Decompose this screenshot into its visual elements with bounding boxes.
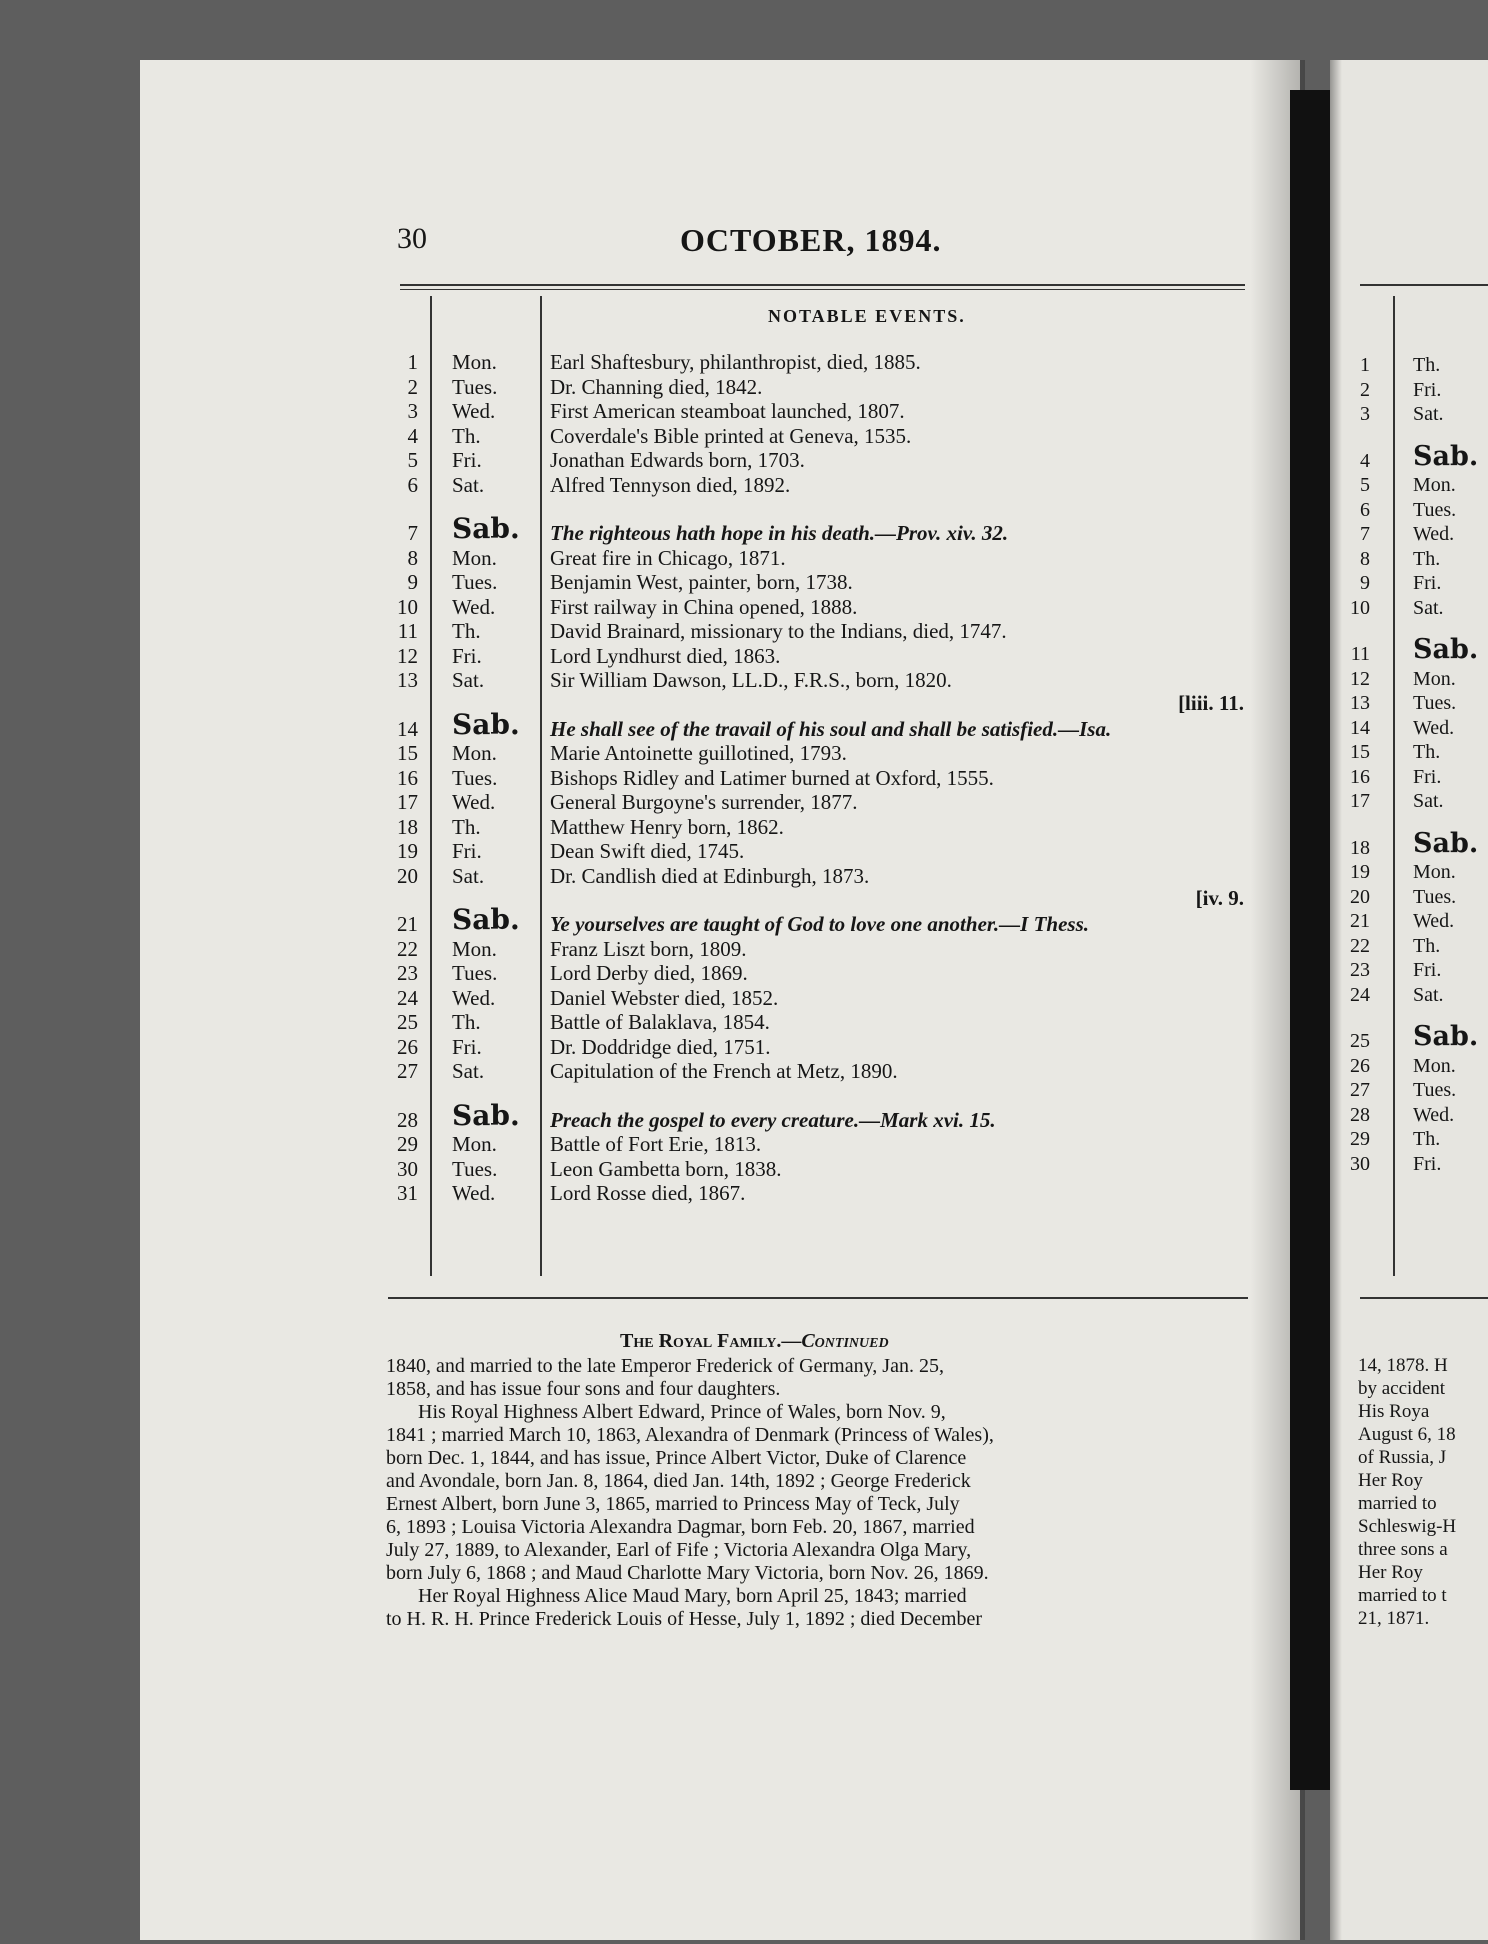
facing-weekday: Mon. <box>1413 861 1456 883</box>
facing-weekday: Fri. <box>1413 1152 1442 1175</box>
event-description: The righteous hath hope in his death.—Prov. xiv. 32. <box>550 521 1009 545</box>
facing-weekday: Mon. <box>1413 474 1456 496</box>
event-description: Battle of Fort Erie, 1813. <box>550 1132 762 1156</box>
facing-date: 9 <box>1360 572 1370 594</box>
event-date: 7 <box>407 521 418 545</box>
event-date: 29 <box>397 1132 418 1156</box>
event-row <box>0 766 1488 790</box>
event-row <box>0 546 1488 570</box>
royal-family-line: 6, 1893 ; Louisa Victoria Alexandra Dagmar, born Feb. 20, 1867, married <box>386 1516 975 1538</box>
header-rule <box>400 284 1245 286</box>
facing-date: 6 <box>1360 498 1370 521</box>
event-row <box>0 961 1488 985</box>
event-row <box>0 644 1488 668</box>
event-date: 8 <box>407 545 418 570</box>
event-row <box>0 570 1488 594</box>
event-row <box>0 424 1488 448</box>
event-weekday: Sat. <box>452 863 485 888</box>
facing-text-line: Her Roy <box>1358 1470 1423 1491</box>
event-weekday: Sab. <box>452 707 520 741</box>
facing-weekday: Th. <box>1413 741 1441 763</box>
event-date: 4 <box>407 423 418 448</box>
event-date: 30 <box>397 1156 418 1181</box>
facing-date: 19 <box>1350 861 1370 883</box>
facing-date: 16 <box>1350 765 1370 788</box>
facing-text-line: 14, 1878. H <box>1358 1355 1448 1376</box>
royal-family-line: 1858, and has issue four sons and four daughters. <box>386 1378 781 1400</box>
event-description: Earl Shaftesbury, philanthropist, died, 1885. <box>550 350 921 374</box>
event-row <box>0 619 1488 643</box>
event-description: Dr. Doddridge died, 1751. <box>550 1034 771 1059</box>
event-description: Lord Rosse died, 1867. <box>550 1181 746 1205</box>
verse-reference <box>0 691 1488 715</box>
event-weekday: Mon. <box>452 545 497 570</box>
facing-date: 26 <box>1350 1054 1370 1077</box>
facing-text-line: three sons a <box>1358 1539 1448 1560</box>
royal-family-line: July 27, 1889, to Alexander, Earl of Fife ; Victoria Alexandra Olga Mary, <box>386 1539 972 1561</box>
event-date: 17 <box>397 790 418 814</box>
event-weekday: Sab. <box>452 903 520 936</box>
facing-date: 1 <box>1360 354 1370 376</box>
facing-date: 27 <box>1350 1079 1370 1101</box>
event-weekday: Mon. <box>452 936 497 961</box>
event-description: Lord Lyndhurst died, 1863. <box>550 643 781 668</box>
event-description: Marie Antoinette guillotined, 1793. <box>550 741 847 765</box>
event-row <box>0 707 1488 741</box>
event-weekday: Sat. <box>452 472 485 497</box>
facing-text-line: 21, 1871. <box>1358 1608 1430 1629</box>
royal-family-line: to H. R. H. Prince Frederick Louis of Hesse, July 1, 1892 ; died December <box>386 1608 982 1630</box>
facing-date: 23 <box>1350 959 1370 981</box>
facing-text-line: August 6, 18 <box>1358 1424 1456 1445</box>
facing-weekday: Fri. <box>1413 378 1442 401</box>
event-date: 24 <box>397 985 418 1010</box>
event-weekday: Mon. <box>452 1132 497 1156</box>
event-row <box>0 903 1488 936</box>
event-weekday: Tues. <box>452 961 498 985</box>
event-description: Coverdale's Bible printed at Geneva, 1535. <box>550 423 912 448</box>
event-description: Daniel Webster died, 1852. <box>550 985 779 1010</box>
facing-column-divider <box>1393 296 1395 1276</box>
facing-date: 2 <box>1360 378 1370 401</box>
facing-weekday: Tues. <box>1413 1079 1457 1101</box>
event-date: 31 <box>397 1181 418 1205</box>
event-description: First railway in China opened, 1888. <box>550 594 858 619</box>
facing-date: 28 <box>1350 1103 1370 1126</box>
facing-date: 3 <box>1360 403 1370 425</box>
facing-weekday: Mon. <box>1413 1054 1456 1077</box>
event-row <box>0 790 1488 814</box>
facing-weekday: Tues. <box>1413 498 1457 521</box>
event-date: 15 <box>397 741 418 765</box>
event-row <box>0 1098 1488 1132</box>
events-bottom-rule <box>388 1297 1248 1299</box>
event-description: Dr. Candlish died at Edinburgh, 1873. <box>550 863 870 888</box>
event-description: Benjamin West, painter, born, 1738. <box>550 570 853 594</box>
facing-text-line: married to <box>1358 1493 1437 1514</box>
event-date: 16 <box>397 765 418 790</box>
facing-date: 4 <box>1360 449 1370 472</box>
facing-weekday: Fri. <box>1413 765 1442 788</box>
event-row <box>0 1157 1488 1181</box>
facing-weekday: Th. <box>1413 547 1441 570</box>
facing-date: 30 <box>1350 1152 1370 1175</box>
royal-family-line: 1841 ; married March 10, 1863, Alexandra of Denmark (Princess of Wales), <box>386 1424 994 1446</box>
event-row <box>0 473 1488 497</box>
event-row <box>0 1132 1488 1156</box>
event-date: 18 <box>397 814 418 839</box>
event-description: Jonathan Edwards born, 1703. <box>550 448 805 472</box>
event-weekday: Tues. <box>452 1156 498 1181</box>
facing-weekday: Wed. <box>1413 523 1455 545</box>
event-row <box>0 399 1488 423</box>
event-date: 2 <box>407 374 418 399</box>
event-weekday: Sat. <box>452 668 485 692</box>
royal-family-title: The Royal Family.— <box>620 1330 802 1352</box>
royal-family-line: born Dec. 1, 1844, and has issue, Prince Albert Victor, Duke of Clarence <box>386 1447 967 1469</box>
facing-date: 13 <box>1350 692 1370 714</box>
event-description: Preach the gospel to every creature.—Mark xvi. 15. <box>550 1107 996 1132</box>
event-row <box>0 448 1488 472</box>
event-date: 3 <box>407 399 418 423</box>
event-description: First American steamboat launched, 1807. <box>550 399 905 423</box>
event-date: 14 <box>397 716 418 741</box>
event-row <box>0 1181 1488 1205</box>
event-weekday: Sat. <box>452 1059 485 1083</box>
royal-family-line: His Royal Highness Albert Edward, Prince of Wales, born Nov. 9, <box>418 1401 946 1423</box>
event-row <box>0 986 1488 1010</box>
verse-reference <box>0 886 1488 910</box>
facing-date: 24 <box>1350 983 1370 1006</box>
event-date: 21 <box>397 912 418 936</box>
facing-weekday: Sat. <box>1413 790 1444 812</box>
event-date: 5 <box>407 448 418 472</box>
event-description: Ye yourselves are taught of God to love one another.—I Thess. <box>550 912 1089 936</box>
facing-date: 15 <box>1350 741 1370 763</box>
event-date: 12 <box>397 643 418 668</box>
verse-reference-text: [iv. 9. <box>1195 886 1244 910</box>
event-description: Dean Swift died, 1745. <box>550 839 745 863</box>
facing-date: 17 <box>1350 790 1370 812</box>
facing-weekday: Wed. <box>1413 1103 1455 1126</box>
facing-weekday: Sat. <box>1413 596 1444 619</box>
royal-family-heading <box>620 1330 889 1353</box>
event-row <box>0 1059 1488 1083</box>
event-description: David Brainard, missionary to the Indians, died, 1747. <box>550 619 1007 643</box>
event-weekday: Th. <box>452 814 481 839</box>
event-row <box>0 937 1488 961</box>
event-description: Matthew Henry born, 1862. <box>550 814 784 839</box>
royal-family-line: 1840, and married to the late Emperor Frederick of Germany, Jan. 25, <box>386 1355 944 1377</box>
facing-date: 18 <box>1350 836 1370 859</box>
event-row <box>0 741 1488 765</box>
event-weekday: Tues. <box>452 570 498 594</box>
event-weekday: Th. <box>452 423 481 448</box>
event-weekday: Sab. <box>452 512 520 545</box>
facing-header-rule <box>1360 284 1488 286</box>
event-date: 11 <box>397 619 418 643</box>
royal-family-line: born July 6, 1868 ; and Maud Charlotte Mary Victoria, born Nov. 26, 1869. <box>386 1562 989 1584</box>
facing-date: 5 <box>1360 474 1370 496</box>
facing-date: 29 <box>1350 1128 1370 1150</box>
facing-weekday: Fri. <box>1413 572 1442 594</box>
facing-text-line: of Russia, J <box>1358 1447 1447 1468</box>
event-weekday: Fri. <box>452 839 482 863</box>
event-description: Alfred Tennyson died, 1892. <box>550 472 791 497</box>
facing-weekday: Sab. <box>1413 1021 1479 1052</box>
facing-date: 22 <box>1350 934 1370 957</box>
event-description: Capitulation of the French at Metz, 1890. <box>550 1059 898 1083</box>
facing-text-line: Schleswig-H <box>1358 1516 1457 1537</box>
facing-weekday: Sat. <box>1413 983 1444 1006</box>
facing-weekday: Wed. <box>1413 910 1455 932</box>
event-row <box>0 864 1488 888</box>
event-date: 1 <box>407 350 418 374</box>
event-weekday: Wed. <box>452 399 496 423</box>
event-date: 25 <box>397 1010 418 1034</box>
royal-family-continued: Continued <box>801 1330 889 1352</box>
facing-weekday: Sat. <box>1413 403 1444 425</box>
event-description: Dr. Channing died, 1842. <box>550 374 763 399</box>
event-weekday: Th. <box>452 619 481 643</box>
facing-text-line: married to t <box>1358 1585 1447 1606</box>
facing-weekday: Sab. <box>1413 827 1479 859</box>
facing-weekday: Sab. <box>1413 634 1479 665</box>
facing-weekday: Th. <box>1413 1128 1441 1150</box>
facing-date: 8 <box>1360 547 1370 570</box>
facing-date: 21 <box>1350 910 1370 932</box>
event-weekday: Mon. <box>452 350 497 374</box>
facing-text-line: Her Roy <box>1358 1562 1423 1583</box>
event-row <box>0 350 1488 374</box>
facing-date: 7 <box>1360 523 1370 545</box>
event-weekday: Fri. <box>452 643 482 668</box>
event-date: 23 <box>397 961 418 985</box>
event-date: 22 <box>397 936 418 961</box>
facing-date: 25 <box>1350 1030 1370 1052</box>
event-date: 26 <box>397 1034 418 1059</box>
event-weekday: Tues. <box>452 374 498 399</box>
royal-family-line: and Avondale, born Jan. 8, 1864, died Jan. 14th, 1892 ; George Frederick <box>386 1470 971 1492</box>
event-date: 20 <box>397 863 418 888</box>
event-row <box>0 668 1488 692</box>
facing-weekday: Tues. <box>1413 885 1457 908</box>
event-row <box>0 595 1488 619</box>
event-row <box>0 1035 1488 1059</box>
event-description: Sir William Dawson, LL.D., F.R.S., born, 1820. <box>550 668 952 692</box>
facing-date: 14 <box>1350 716 1370 739</box>
event-description: Great fire in Chicago, 1871. <box>550 545 786 570</box>
facing-text-line: His Roya <box>1358 1401 1430 1422</box>
facing-weekday: Tues. <box>1413 692 1457 714</box>
event-weekday: Wed. <box>452 985 496 1010</box>
facing-weekday: Th. <box>1413 934 1441 957</box>
event-weekday: Th. <box>452 1010 481 1034</box>
event-weekday: Mon. <box>452 741 497 765</box>
event-weekday: Sab. <box>452 1098 520 1132</box>
royal-family-line: Ernest Albert, born June 3, 1865, married to Princess May of Teck, July <box>386 1493 960 1515</box>
facing-text-line: by accident <box>1358 1378 1446 1399</box>
event-weekday: Fri. <box>452 1034 482 1059</box>
event-description: General Burgoyne's surrender, 1877. <box>550 790 858 814</box>
event-weekday: Wed. <box>452 1181 496 1205</box>
facing-weekday: Sab. <box>1413 440 1479 472</box>
event-row <box>0 1010 1488 1034</box>
event-row <box>0 839 1488 863</box>
event-description: Franz Liszt born, 1809. <box>550 936 747 961</box>
event-weekday: Fri. <box>452 448 482 472</box>
event-description: Lord Derby died, 1869. <box>550 961 748 985</box>
facing-date: 20 <box>1350 885 1370 908</box>
event-weekday: Tues. <box>452 765 498 790</box>
event-date: 6 <box>407 472 418 497</box>
header-rule-thin <box>400 289 1245 290</box>
facing-date: 12 <box>1350 667 1370 690</box>
section-heading: NOTABLE EVENTS. <box>768 306 966 326</box>
facing-weekday: Mon. <box>1413 667 1456 690</box>
event-date: 9 <box>407 570 418 594</box>
page-number: 30 <box>397 222 427 255</box>
event-description: Battle of Balaklava, 1854. <box>550 1010 770 1034</box>
facing-bottom-rule <box>1360 1297 1488 1299</box>
event-date: 10 <box>397 594 418 619</box>
royal-family-line: Her Royal Highness Alice Maud Mary, born April 25, 1843; married <box>418 1585 967 1607</box>
event-weekday: Wed. <box>452 790 496 814</box>
verse-reference-text: [liii. 11. <box>1178 690 1244 715</box>
event-date: 19 <box>397 839 418 863</box>
event-description: He shall see of the travail of his soul and shall be satisfied.—Isa. <box>550 716 1112 741</box>
event-row <box>0 375 1488 399</box>
event-description: Leon Gambetta born, 1838. <box>550 1156 782 1181</box>
event-date: 28 <box>397 1107 418 1132</box>
event-row <box>0 815 1488 839</box>
facing-date: 10 <box>1350 596 1370 619</box>
event-date: 27 <box>397 1059 418 1083</box>
facing-weekday: Th. <box>1413 354 1441 376</box>
facing-weekday: Wed. <box>1413 716 1455 739</box>
event-description: Bishops Ridley and Latimer burned at Oxford, 1555. <box>550 765 994 790</box>
page-title: OCTOBER, 1894. <box>680 222 942 258</box>
event-row <box>0 512 1488 545</box>
facing-date: 11 <box>1350 643 1370 665</box>
event-weekday: Wed. <box>452 594 496 619</box>
facing-weekday: Fri. <box>1413 959 1442 981</box>
event-date: 13 <box>397 668 418 692</box>
